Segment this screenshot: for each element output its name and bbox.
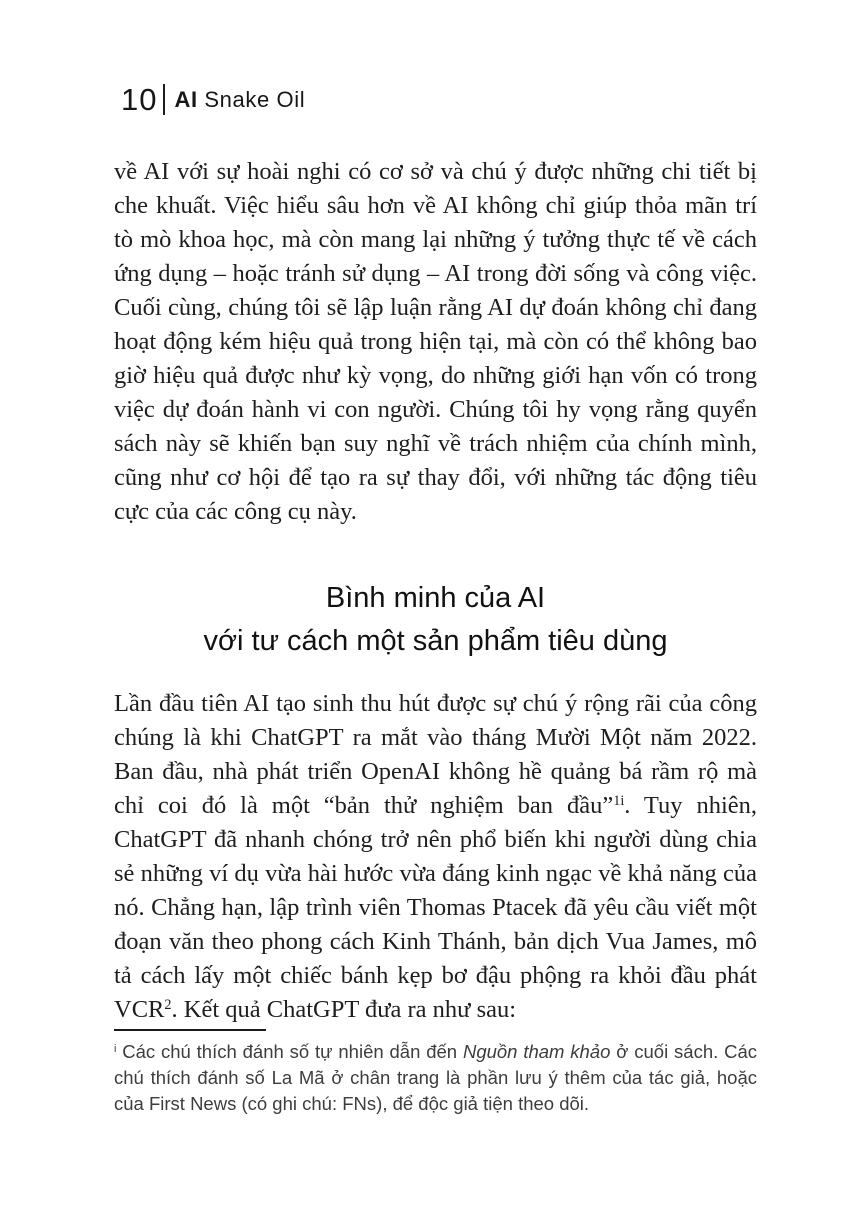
footnote-italic-reference-title: Nguồn tham khảo xyxy=(462,1041,611,1062)
header-divider xyxy=(163,84,165,115)
paragraph-chatgpt-launch xyxy=(114,687,757,1027)
footnote-text-2: ở cuối sách. Các chú thích đánh số La Mã ở chân trang là phần lưu ý thêm của tác giả, hoặc của First News (có ghi chú: FNs), để độc giả tiện theo dõi. xyxy=(114,1041,758,1114)
footnote-ref-2: 2 xyxy=(164,997,172,1014)
book-title-bold: AI xyxy=(174,86,198,112)
book-title xyxy=(174,86,306,112)
para2-text-3: . Kết quả ChatGPT đưa ra như sau: xyxy=(171,996,517,1023)
running-header xyxy=(121,84,305,115)
book-title-rest: Snake Oil xyxy=(197,86,306,112)
footnote-text-1: Các chú thích đánh số tự nhiên dẫn đến xyxy=(116,1041,463,1062)
section-heading-line-2: với tư cách một sản phẩm tiêu dùng xyxy=(203,625,668,657)
page-number: 10 xyxy=(121,82,158,117)
section-heading xyxy=(114,577,757,663)
footnote-rule xyxy=(114,1029,266,1031)
footnote-marker-i: i xyxy=(114,1043,117,1056)
para2-text-2: . Tuy nhiên, ChatGPT đã nhanh chóng trở nên phổ biến khi người dùng chia sẻ những ví dụ vừa hài hước vừa đáng kinh ngạc về khả năng của nó. Chẳng hạn, lập trình viên Thomas Ptacek đã yêu cầu viết một đoạn văn theo phong cách Kinh Thánh, bản dịch Vua James, mô tả cách lấy một chiếc bánh kẹp bơ đậu phộng ra khỏi đầu phát VCR xyxy=(114,792,758,1023)
footnote-area xyxy=(114,1029,757,1117)
section-heading-line-1: Bình minh của AI xyxy=(325,582,546,614)
para2-text-1: Lần đầu tiên AI tạo sinh thu hút được sự chú ý rộng rãi của công chúng là khi ChatGPT ra mắt vào tháng Mười Một năm 2022. Ban đầu, nhà phát triển OpenAI không hề quảng bá rầm rộ mà chỉ coi đó là một “bản thử nghiệm ban đầu” xyxy=(114,690,757,819)
footnote-text xyxy=(114,1039,757,1117)
footnote-ref-1i: 1i xyxy=(613,793,625,810)
paragraph-continuation: về AI với sự hoài nghi có cơ sở và chú ý được những chi tiết bị che khuất. Việc hiểu sâu hơn về AI không chỉ giúp thỏa mãn trí tò mò khoa học, mà còn mang lại những ý tưởng thực tế về cách ứng dụng – hoặc tránh sử dụng – AI trong đời sống và công việc. Cuối cùng, chúng tôi sẽ lập luận rằng AI dự đoán không chỉ đang hoạt động kém hiệu quả trong hiện tại, mà còn có thể không bao giờ hiệu quả được như kỳ vọng, do những giới hạn vốn có trong việc dự đoán hành vi con người. Chúng tôi hy vọng rằng quyển sách này sẽ khiến bạn suy nghĩ về trách nhiệm của chính mình, cũng như cơ hội để tạo ra sự thay đổi, với những tác động tiêu cực của các công cụ này. xyxy=(114,158,757,525)
